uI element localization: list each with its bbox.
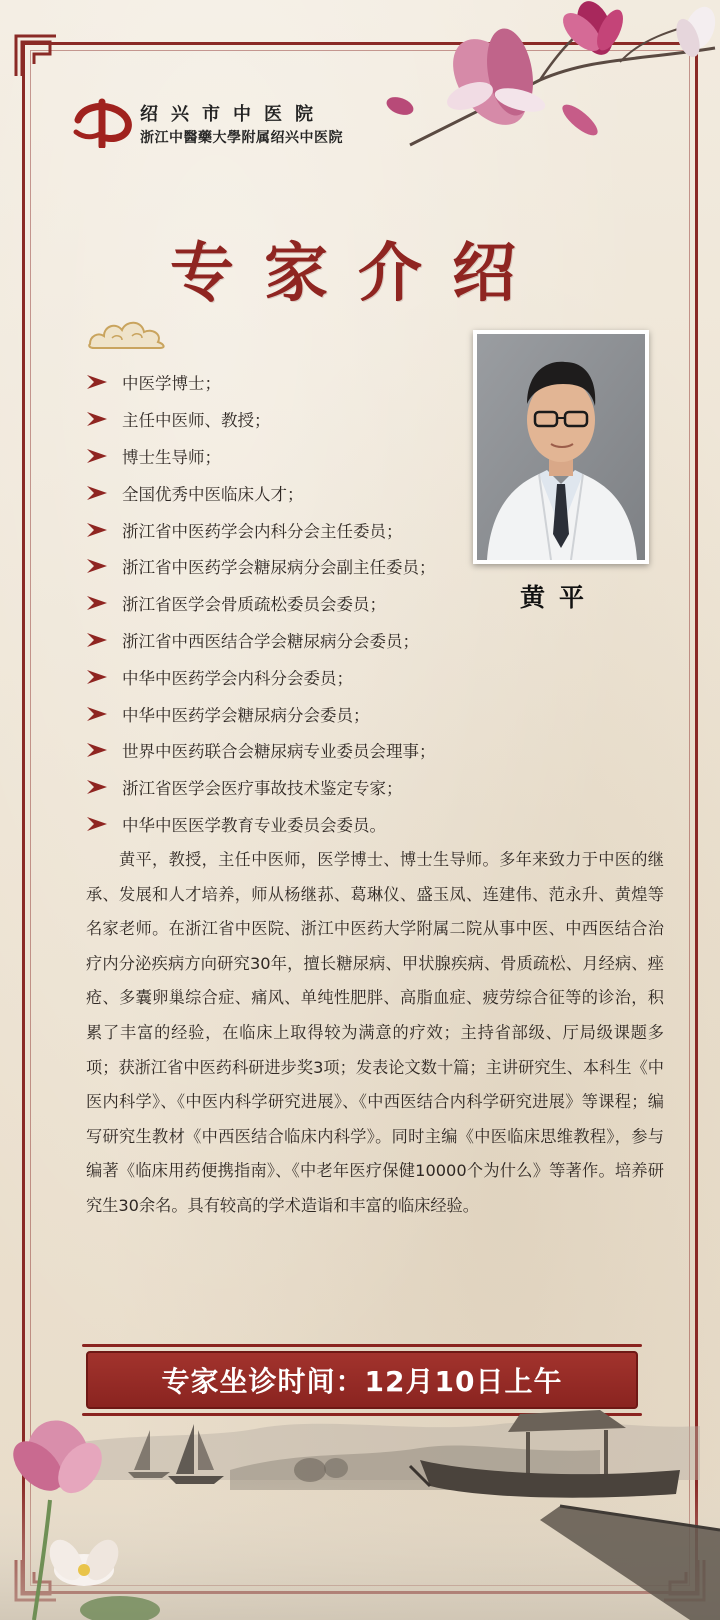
expert-portrait: [473, 330, 649, 564]
credential-text: 全国优秀中医临床人才；: [122, 484, 304, 504]
fret-corner-ornament: [14, 34, 58, 78]
credential-text: 世界中医药联合会糖尿病专业委员会理事；: [122, 742, 436, 762]
credential-text: 中华中医药学会糖尿病分会委员；: [122, 705, 370, 725]
clinic-time-text: 专家坐诊时间：12月10日上午: [86, 1351, 638, 1409]
arrow-bullet-icon: [86, 742, 108, 758]
credential-item: [86, 622, 436, 659]
banner-rule-top: [82, 1344, 642, 1347]
credential-item: [86, 732, 436, 769]
credential-list: [86, 364, 436, 842]
arrow-bullet-icon: [86, 558, 108, 574]
credential-item: [86, 548, 436, 585]
credential-item: [86, 695, 436, 732]
page-title: 专家介绍: [170, 236, 546, 311]
hospital-logo-icon: [72, 98, 134, 148]
credential-text: 浙江省医学会医疗事故技术鉴定专家；: [122, 779, 403, 799]
credential-item: [86, 474, 436, 511]
credential-item: [86, 401, 436, 438]
credential-item: [86, 511, 436, 548]
arrow-bullet-icon: [86, 669, 108, 685]
credential-text: 浙江省中医药学会内科分会主任委员；: [122, 521, 403, 541]
arrow-bullet-icon: [86, 374, 108, 390]
hospital-affiliation: 浙江中醫藥大學附属绍兴中医院: [140, 130, 343, 146]
credential-text: 中华中医药学会内科分会委员；: [122, 668, 353, 688]
arrow-bullet-icon: [86, 485, 108, 501]
credential-item: [86, 806, 436, 843]
credential-item: [86, 438, 436, 475]
credential-text: 浙江省中医药学会糖尿病分会副主任委员；: [122, 558, 436, 578]
credential-text: 浙江省中西医结合学会糖尿病分会委员；: [122, 631, 419, 651]
arrow-bullet-icon: [86, 706, 108, 722]
arrow-bullet-icon: [86, 595, 108, 611]
arrow-bullet-icon: [86, 522, 108, 538]
credential-item: [86, 769, 436, 806]
credential-item: [86, 585, 436, 622]
arrow-bullet-icon: [86, 632, 108, 648]
credential-text: 浙江省医学会骨质疏松委员会委员；: [122, 595, 386, 615]
expert-biography: 黄平，教授，主任中医师，医学博士、博士生导师。多年来致力于中医的继承、发展和人才培养，师从杨继荪、葛琳仪、盛玉凤、连建伟、范永升、黄煌等名家老师。在浙江省中医院、浙江中医药大学附属二院从事中医、中西医结合治疗内分泌疾病方向研究30年，擅长糖尿病、甲状腺疾病、骨质疏松、月经病、痤疮、多囊卵巢综合症、痛风、单纯性肥胖、高脂血症、疲劳综合征等的诊治，积累了丰富的经验，在临床上取得较为满意的疗效；主持省部级、厅局级课题多项；获浙江省中医药科研进步奖3项；发表论文数十篇；主讲研究生、本科生《中医内科学》、《中医内科学研究进展》、《中西医结合内科学研究进展》等课程；编写研究生教材《中西医结合临床内科学》。同时主编《中医临床思维教程》，参与编著《临床用药便携指南》、《中老年医疗保健10000个为什么》等著作。培养研究生30余名。具有较高的学术造诣和丰富的临床经验。: [86, 850, 664, 1215]
hospital-name: 绍兴市中医院: [140, 104, 326, 125]
credential-text: 中华中医医学教育专业委员会委员。: [122, 815, 386, 835]
credential-item: [86, 658, 436, 695]
arrow-bullet-icon: [86, 779, 108, 795]
arrow-bullet-icon: [86, 448, 108, 464]
auspicious-cloud-icon: [86, 314, 168, 352]
credential-text: 中医学博士；: [122, 374, 221, 394]
credential-item: [86, 364, 436, 401]
clinic-time-banner: [86, 1351, 638, 1409]
credential-text: 博士生导师；: [122, 447, 221, 467]
ink-landscape-decoration: [0, 1410, 720, 1620]
arrow-bullet-icon: [86, 816, 108, 832]
arrow-bullet-icon: [86, 411, 108, 427]
expert-name: 黄平: [520, 583, 599, 612]
credential-text: 主任中医师、教授；: [122, 411, 271, 431]
magnolia-branch-decoration: [370, 0, 720, 150]
